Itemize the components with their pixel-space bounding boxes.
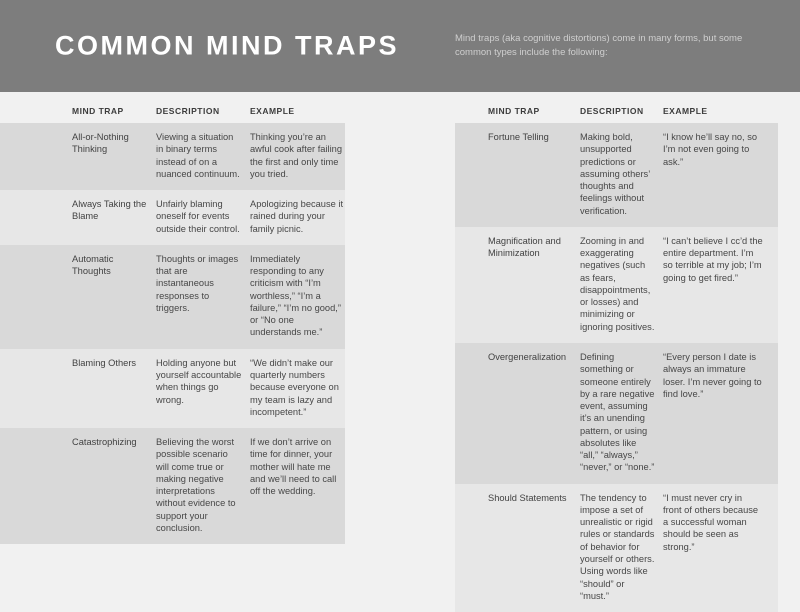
trap-name-cell: Overgeneralization (488, 351, 567, 362)
example-cell: “Every person I date is always an immature loser. I’m never going to find love.” (663, 351, 762, 399)
column-header-row (0, 106, 345, 123)
table-row (455, 343, 778, 484)
page-title: COMMON MIND TRAPS (55, 30, 399, 61)
trap-name-cell: Magnification and Minimization (488, 235, 561, 259)
table-row (0, 190, 345, 245)
column-header-mind-trap: MIND TRAP (72, 106, 124, 116)
description-cell: Zooming in and exaggerating negatives (such as fears, disappointments, or losses) and minimizing or ignoring positives. (580, 235, 655, 332)
example-cell: “We didn’t make our quarterly numbers because everyone on my team is lazy and incompetent.” (250, 357, 339, 417)
trap-name-cell: All-or-Nothing Thinking (72, 132, 129, 155)
example-cell: Apologizing because it rained during your family picnic. (250, 199, 344, 234)
table-row (0, 428, 345, 544)
description-cell: The tendency to impose a set of unrealistic or rigid rules or standards of behavior for yourself or others. Using words like “should” or “must.” (580, 492, 655, 601)
description-cell: Unfairly blaming oneself for events outside their control. (156, 199, 240, 234)
column-header-example: EXAMPLE (663, 106, 708, 116)
trap-name-cell: Should Statements (488, 492, 567, 503)
tables-area (0, 92, 800, 612)
mind-trap-table-left (0, 106, 345, 544)
table-row (0, 245, 345, 349)
description-cell: Making bold, unsupported predictions or assuming others’ thoughts and feelings without verification. (580, 132, 650, 216)
table-row (0, 123, 345, 190)
column-header-description: DESCRIPTION (156, 106, 220, 116)
table-row (0, 349, 345, 428)
trap-name-cell: Automatic Thoughts (72, 253, 114, 277)
trap-name-cell: Catastrophizing (72, 437, 137, 448)
description-cell: Viewing a situation in binary terms instead of on a nuanced continuum. (156, 132, 240, 179)
column-header-row (455, 106, 778, 123)
column-header-description: DESCRIPTION (580, 106, 644, 116)
header-band (0, 0, 800, 92)
description-cell: Believing the worst possible scenario will come true or making negative interpretations without evidence to support your conclusion. (156, 437, 236, 533)
mind-trap-table-right (455, 106, 778, 612)
table-row (455, 123, 778, 227)
table-row (455, 227, 778, 343)
example-cell: “I know he’ll say no, so I’m not even going to ask.” (663, 132, 758, 167)
table-row (455, 484, 778, 612)
description-cell: Thoughts or images that are instantaneous responses to triggers. (156, 253, 239, 313)
example-cell: “I can’t believe I cc’d the entire department. I’m so terrible at my job; I’m going to get fired.” (663, 235, 763, 283)
example-cell: If we don’t arrive on time for dinner, your mother will hate me and we’ll need to call off the wedding. (250, 437, 337, 497)
trap-name-cell: Fortune Telling (488, 132, 549, 142)
example-cell: “I must never cry in front of others because a successful woman should be seen as strong.” (663, 492, 759, 552)
description-cell: Holding anyone but yourself accountable when things go wrong. (156, 357, 242, 405)
description-cell: Defining something or someone entirely by a rare negative event, assuming it’s an unending pattern, or using absolutes like “all,” “always,” “never,” or “none.” (580, 351, 655, 473)
column-header-mind-trap: MIND TRAP (488, 106, 540, 116)
example-cell: Immediately responding to any criticism with “I’m worthless,” “I’m a failure,” “I’m no good,” or “No one understands me.” (250, 253, 341, 338)
trap-name-cell: Blaming Others (72, 357, 137, 368)
example-cell: Thinking you’re an awful cook after failing the first and only time you tried. (250, 132, 342, 179)
header-subtitle: Mind traps (aka cognitive distortions) come in many forms, but some common types include the following: (455, 32, 743, 58)
trap-name-cell: Always Taking the Blame (72, 199, 147, 222)
column-header-example: EXAMPLE (250, 106, 295, 116)
